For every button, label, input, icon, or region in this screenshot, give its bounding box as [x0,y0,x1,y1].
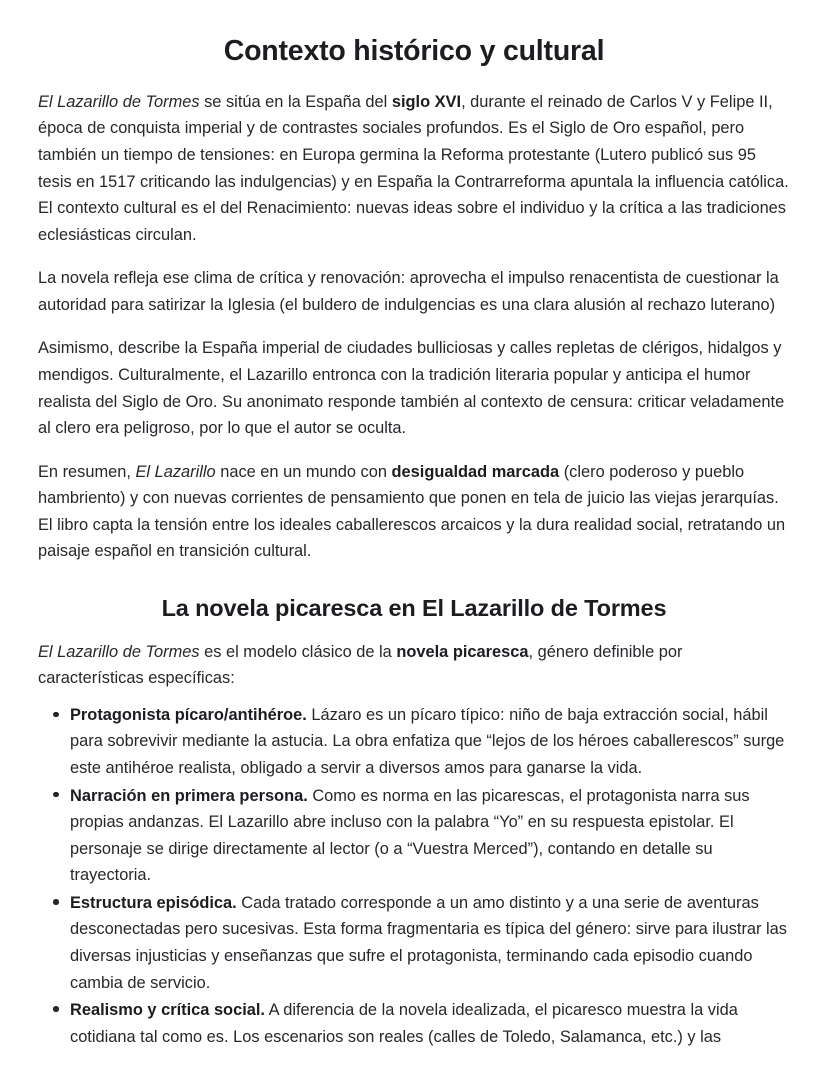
text-run: Como es norma en las picarescas, el protagonista narra sus propias andanzas. El Lazarillo abre incluso con la palabra “Yo” en su respuesta epistolar. El personaje se dirige directamente al lector (o a “Vuestra Merced”), contando en detalle su trayectoria. [70,786,750,885]
paragraph [38,318,790,441]
page-title: Contexto histórico y cultural [223,35,605,67]
emphasis-bold: desigualdad marcada [391,462,560,481]
emphasis-bold: Protagonista pícaro/antihéroe. [70,705,307,724]
section-heading-picaresca: La novela picaresca en El Lazarillo de Tormes [161,595,667,622]
list-item [38,782,790,889]
paragraph [38,442,790,565]
list-item-text [70,706,784,777]
text-run: Cada tratado corresponde a un amo distinto y a una serie de aventuras desconectadas pero sucesivas. Esta forma fragmentaria es típica del género: sirve para ilustrar las diversas injusticias y enseñanzas que sufre el protagonista, terminando cada episodio cuando cambia de servicio. [70,893,787,992]
list-item [38,702,790,782]
bullet-icon [53,899,59,905]
list-item [38,996,790,1050]
list-item-text [70,894,787,992]
characteristics-list [38,692,790,1051]
text-run: Asimismo, describe la España imperial de ciudades bulliciosas y calles repletas de clérigos, hidalgos y mendigos. Culturalmente, el Lazarillo entronca con la tradición literaria popular y anticipa el humor realista del Siglo de Oro. Su anonimato responde también al contexto de censura: criticar veladamente al clero era peligroso, por lo que el autor se oculta. [38,339,785,438]
list-item-text [70,787,750,885]
text-run: En resumen, [38,462,136,481]
emphasis-bold: siglo XVI [391,92,462,111]
paragraph [38,248,790,318]
paragraph [38,623,790,692]
text-run: es el modelo clásico de la [199,642,397,661]
text-run: Lázaro es un pícaro típico: niño de baja extracción social, hábil para sobrevivir mediante la astucia. La obra enfatiza que “lejos de los héroes caballerescos” surge este antihéroe realista, obligado a servir a diversos amos para ganarse la vida. [70,705,785,777]
bullet-icon [53,1006,59,1012]
text-run: (clero poderoso y pueblo hambriento) y con nuevas corrientes de pensamiento que ponen en tela de juicio las viejas jerarquías. El libro capta la tensión entre los ideales caballerescos arcaicos y la dura realidad social, retratando un paisaje español en transición cultural. [38,462,786,561]
emphasis-bold: Narración en primera persona. [70,786,308,805]
emphasis-italic: El Lazarillo [135,462,216,481]
list-item-text [70,1001,738,1046]
emphasis-italic: El Lazarillo de Tormes [38,642,200,661]
bullet-icon [53,712,59,718]
emphasis-italic: El Lazarillo de Tormes [38,92,200,111]
bullet-icon [53,792,59,798]
emphasis-bold: novela picaresca [396,642,529,661]
text-run: , durante el reinado de Carlos V y Felipe II, época de conquista imperial y de contrastes sociales profundos. Es el Siglo de Oro español, pero también un tiempo de tensiones: en Europa germina la Reforma protestante (Lutero publicó sus 95 tesis en 1517 criticando las indulgencias) y en España la Contrarreforma apuntala la influencia católica. El contexto cultural es el del Renacimiento: nuevas ideas sobre el individuo y la crítica a las tradiciones eclesiásticas circulan. [38,92,789,244]
text-run: La novela refleja ese clima de crítica y renovación: aprovecha el impulso renacentista de cuestionar la autoridad para satirizar la Iglesia (el buldero de indulgencias es una clara alusión al rechazo luterano) [38,269,779,314]
paragraph [38,69,790,248]
emphasis-bold: Estructura episódica. [70,893,237,912]
list-item [38,889,790,996]
text-run: nace en un mundo con [215,462,392,481]
emphasis-bold: Realismo y crítica social. [70,1001,265,1020]
text-run: A diferencia de la novela idealizada, el picaresco muestra la vida cotidiana tal como es. Los escenarios son reales (calles de Toledo, Salamanca, etc.) y las [70,1001,738,1046]
text-run: se sitúa en la España del [199,92,392,111]
text-run: , género definible por características específicas: [38,642,683,688]
